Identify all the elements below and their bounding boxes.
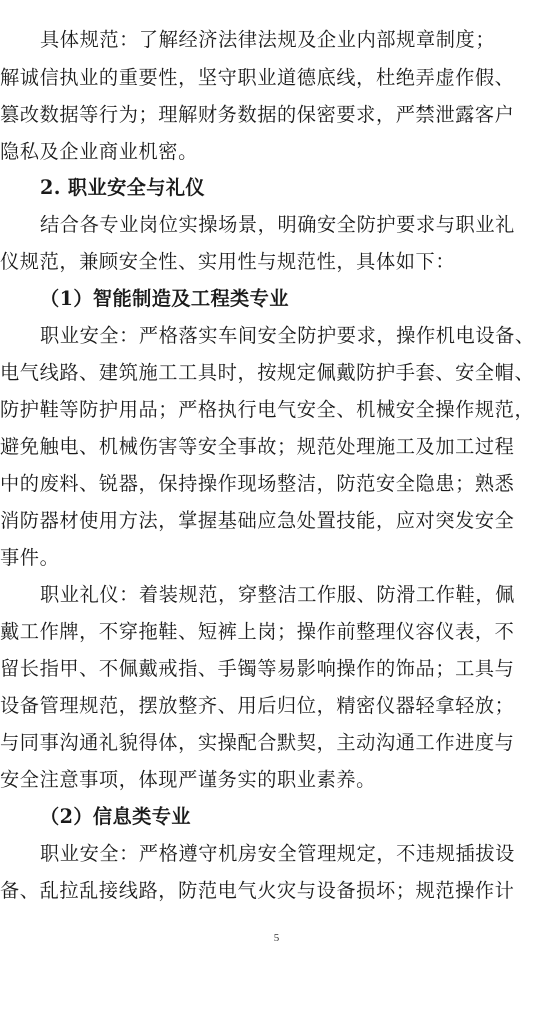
paragraph-line: 仪规范，兼顾安全性、实用性与规范性，具体如下：: [0, 250, 456, 273]
subsection-heading: （1）智能制造及工程类专业: [40, 287, 289, 310]
paragraph-line: 隐私及企业商业机密。: [0, 140, 198, 163]
paragraph-line: 电气线路、建筑施工工具时，按规定佩戴防护手套、安全帽、: [0, 361, 535, 384]
paragraph-line: 结合各专业岗位实操场景，明确安全防护要求与职业礼: [40, 213, 515, 236]
paragraph-line: 备、乱拉乱接线路，防范电气火灾与设备损坏；规范操作计: [0, 879, 515, 902]
paragraph-line: 与同事沟通礼貌得体，实操配合默契，主动沟通工作进度与: [0, 731, 515, 754]
paragraph-line: 设备管理规范，摆放整齐、用后归位，精密仪器轻拿轻放；: [0, 694, 515, 717]
paragraph-line: 消防器材使用方法，掌握基础应急处置技能，应对突发安全: [0, 509, 515, 532]
page-number: 5: [273, 932, 280, 944]
paragraph-line: 职业安全：严格落实车间安全防护要求，操作机电设备、: [40, 324, 535, 347]
paragraph-line: 戴工作牌，不穿拖鞋、短裤上岗；操作前整理仪容仪表，不: [0, 620, 515, 643]
subsection-heading: （2）信息类专业: [40, 805, 191, 828]
paragraph-line: 防护鞋等防护用品；严格执行电气安全、机械安全操作规范，: [0, 398, 535, 421]
paragraph-line: 避免触电、机械伤害等安全事故；规范处理施工及加工过程: [0, 435, 515, 458]
paragraph-line: 篡改数据等行为；理解财务数据的保密要求，严禁泄露客户: [0, 103, 515, 126]
paragraph-line: 具体规范：了解经济法律法规及企业内部规章制度；: [40, 28, 496, 51]
paragraph-line: 事件。: [0, 546, 60, 569]
paragraph-line: 留长指甲、不佩戴戒指、手镯等易影响操作的饰品；工具与: [0, 657, 515, 680]
paragraph-line: 职业礼仪：着装规范，穿整洁工作服、防滑工作鞋，佩: [40, 583, 515, 606]
paragraph-line: 安全注意事项，体现严谨务实的职业素养。: [0, 768, 376, 791]
paragraph-line: 解诚信执业的重要性，坚守职业道德底线，杜绝弄虚作假、: [0, 66, 515, 89]
paragraph-line: 中的废料、锐器，保持操作现场整洁，防范安全隐患；熟悉: [0, 472, 515, 495]
paragraph-line: 职业安全：严格遵守机房安全管理规定，不违规插拔设: [40, 842, 515, 865]
section-heading: 2. 职业安全与礼仪: [40, 176, 206, 199]
